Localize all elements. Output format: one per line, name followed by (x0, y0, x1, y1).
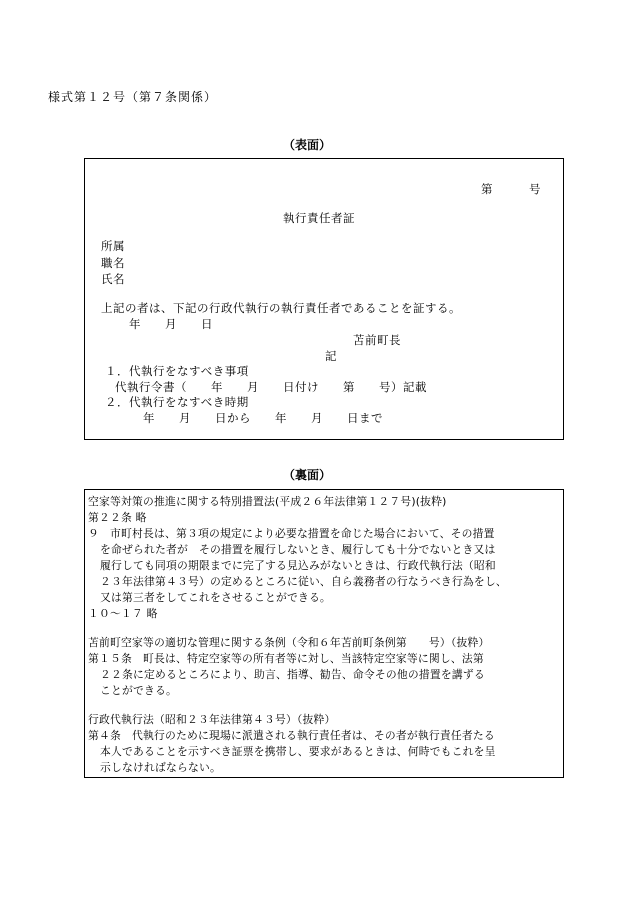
excerpt-line: 示しなければならない。 (100, 761, 221, 774)
issuer-name: 苫前町長 (353, 333, 401, 347)
excerpt-line: ９ 市町村長は、第３項の規定により必要な措置を命じた場合において、その措置 (88, 527, 495, 540)
field-name: 氏名 (101, 272, 125, 286)
back-side-label: （裏面） (283, 468, 332, 482)
item-1-detail: 代執行令書（ 年 月 日付け 第 号）記載 (115, 380, 427, 394)
field-position: 職名 (101, 256, 125, 270)
excerpt-line: ことができる。 (100, 684, 177, 697)
item-1-heading: １．代執行をなすべき事項 (105, 364, 249, 378)
certificate-number-label: 第 号 (481, 182, 541, 196)
item-2-detail: 年 月 日から 年 月 日まで (143, 411, 383, 425)
ki-label: 記 (325, 349, 337, 363)
excerpt-line: 本人であることを示すべき証票を携帯し、要求があるときは、何時でもこれを呈 (100, 745, 496, 758)
field-affiliation: 所属 (101, 239, 125, 253)
certificate-title: 執行責任者証 (283, 211, 355, 225)
excerpt-line: 第２２条 略 (88, 511, 147, 524)
certification-statement: 上記の者は、下記の行政代執行の執行責任者であることを証する。 (101, 301, 461, 315)
excerpt-line: 第１５条 町長は、特定空家等の所有者等に対し、当該特定空家等に関し、法第 (88, 652, 484, 665)
excerpt-line: ２２条に定めるところにより、助言、指導、勧告、命令その他の措置を講ずる (100, 668, 485, 681)
excerpt-line: 第４条 代執行のために現場に派遣される執行責任者は、その者が執行責任者たる (88, 729, 495, 742)
excerpt-line: 履行しても同項の期限までに完了する見込みがないときは、行政代執行法（昭和 (100, 559, 496, 572)
front-side-label: （表面） (283, 138, 332, 152)
excerpt-line: ２３年法律第４３号）の定めるところに従い、自ら義務者の行なうべき行為をし、 (100, 575, 507, 588)
back-excerpt-box (84, 489, 564, 778)
excerpt-line: を命ぜられた者が その措置を履行しないとき、履行しても十分でないとき又は (100, 543, 496, 556)
excerpt-law-title: 空家等対策の推進に関する特別措置法(平成２６年法律第１２７号)(抜粋) (88, 495, 447, 508)
excerpt-act-title: 行政代執行法（昭和２３年法律第４３号）（抜粋） (88, 713, 336, 726)
excerpt-ordinance-title: 苫前町空家等の適切な管理に関する条例（令和６年苫前町条例第 号）（抜粋） (88, 636, 490, 649)
front-certificate-box (84, 158, 564, 440)
issue-date-line: 年 月 日 (129, 317, 213, 331)
item-2-heading: ２．代執行をなすべき時期 (105, 395, 249, 409)
form-number: 様式第１２号（第７条関係） (48, 90, 218, 104)
excerpt-line: １０～１７ 略 (88, 607, 158, 620)
excerpt-line: 又は第三者をしてこれをさせることができる。 (100, 591, 331, 604)
